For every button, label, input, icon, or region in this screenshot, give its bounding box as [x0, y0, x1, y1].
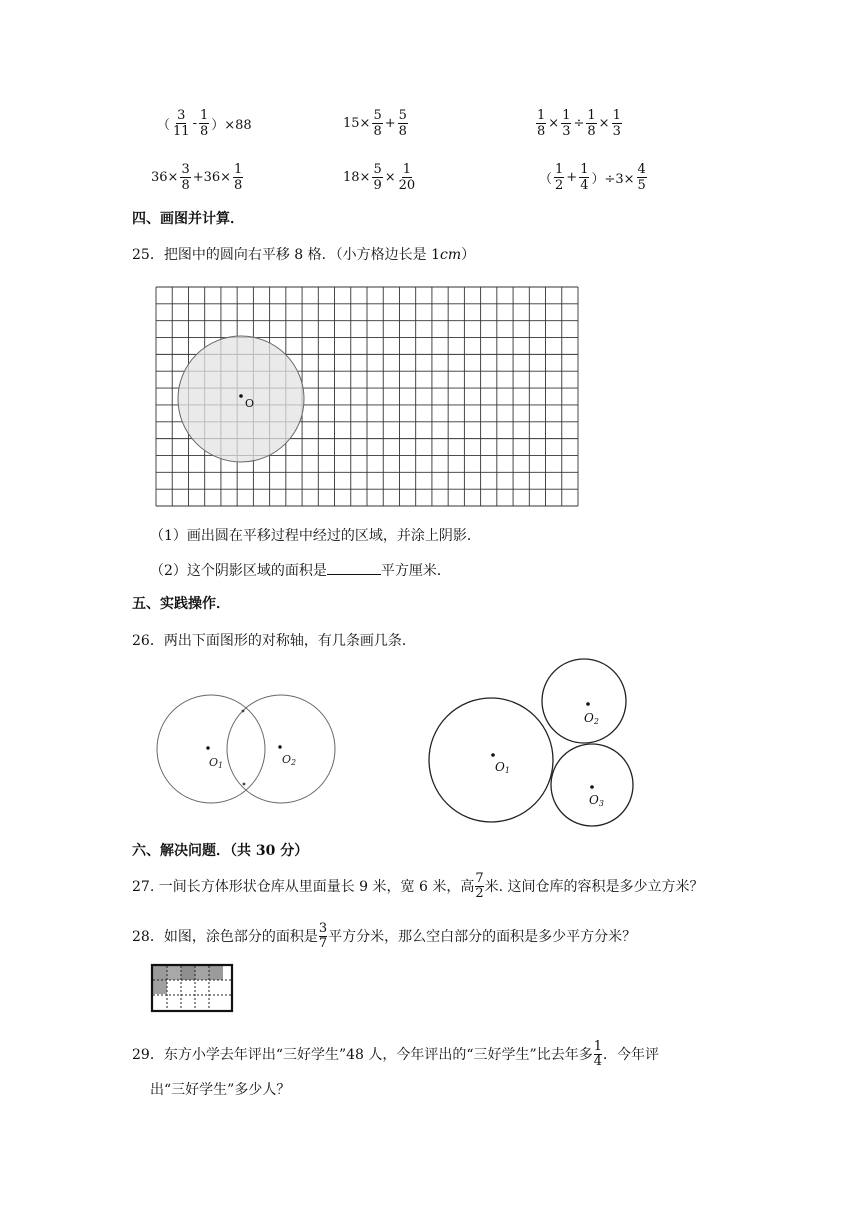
expr-1-2: 15× $\frac{5}{8}$ + $\frac{5}{8}$ — [343, 108, 407, 139]
circle-o3-small — [551, 744, 633, 826]
section-heading-4: 四、画图并计算． — [132, 211, 244, 227]
circle-o1 — [157, 695, 265, 803]
shaded-cell — [181, 966, 195, 980]
section-heading-5: 五、实践操作． — [132, 596, 230, 612]
shaded-cell — [167, 966, 181, 980]
label-o1: O1 — [495, 760, 510, 775]
center-dot-o2 — [586, 702, 590, 706]
circle-o1-large — [429, 698, 553, 822]
expr-2-2: 18× $\frac{5}{9}$ × $\frac{1}{20}$ — [343, 162, 416, 193]
circle-o — [178, 336, 304, 462]
center-dot-o3 — [590, 785, 594, 789]
intersection-dot-top — [242, 710, 245, 713]
figure-two-circles — [148, 690, 360, 810]
center-dot-o1 — [206, 746, 209, 749]
circle-o2-small — [542, 659, 626, 743]
circle-center-dot — [239, 394, 243, 398]
shaded-cell — [195, 966, 209, 980]
answer-blank[interactable] — [327, 560, 381, 575]
question-25: 25．把图中的圆向右平移 8 格．（小方格边长是 1cm） — [132, 247, 476, 263]
intersection-dot-bottom — [243, 783, 246, 786]
label-o1: O1 — [209, 756, 224, 770]
expr-1-3: $\frac{1}{8}$ × $\frac{1}{3}$ ÷ $\frac{1}{8}$ × $\frac{1}{3}$ — [537, 108, 621, 139]
center-dot-o1 — [491, 753, 495, 757]
circle-center-label: O — [245, 397, 255, 410]
section-heading-6: 六、解决问题．（共 30 分） — [132, 843, 309, 859]
figure-three-circles — [424, 656, 638, 828]
label-o3: O3 — [589, 793, 604, 808]
expr-1-1: （ $\frac{3}{11}$ - $\frac{1}{8}$ ）×88 — [157, 108, 252, 139]
shaded-cell — [153, 966, 167, 980]
label-o2: O2 — [282, 753, 297, 767]
question-26: 26．两出下面图形的对称轴，有几条画几条． — [132, 633, 416, 649]
center-dot-o2 — [278, 745, 281, 748]
shaded-cell — [153, 980, 167, 994]
expr-2-1: 36× $\frac{3}{8}$ +36× $\frac{1}{8}$ — [151, 162, 243, 193]
question-29: 29．东方小学去年评出“三好学生”48 人，今年评出的“三好学生”比去年多 $\frac{1}{4}$ ．今年评 — [132, 1039, 659, 1069]
label-o2: O2 — [584, 711, 599, 726]
question-29-cont: 出“三好学生”多少人？ — [150, 1082, 291, 1098]
shaded-grid-figure — [148, 962, 236, 1016]
question-25-sub1: （1）画出圆在平移过程中经过的区域，并涂上阴影． — [150, 528, 481, 544]
expr-2-3: （ $\frac{1}{2}$ + $\frac{1}{4}$ ）÷3× $\frac{4}{5}$ — [539, 162, 646, 193]
question-28: 28．如图，涂色部分的面积是 $\frac{3}{7}$ 平方分米，那么空白部分的面积是多少平方分米？ — [132, 921, 637, 951]
question-25-sub2: （2）这个阴影区域的面积是 平方厘米． — [150, 560, 451, 581]
shaded-cell — [209, 966, 223, 980]
question-27: 27. 一间长方体形状仓库从里面量长 9 米，宽 6 米，高 $\frac{7}{2}$ 米. 这间仓库的容积是多少立方米？ — [132, 871, 704, 901]
grid-figure — [150, 280, 592, 508]
